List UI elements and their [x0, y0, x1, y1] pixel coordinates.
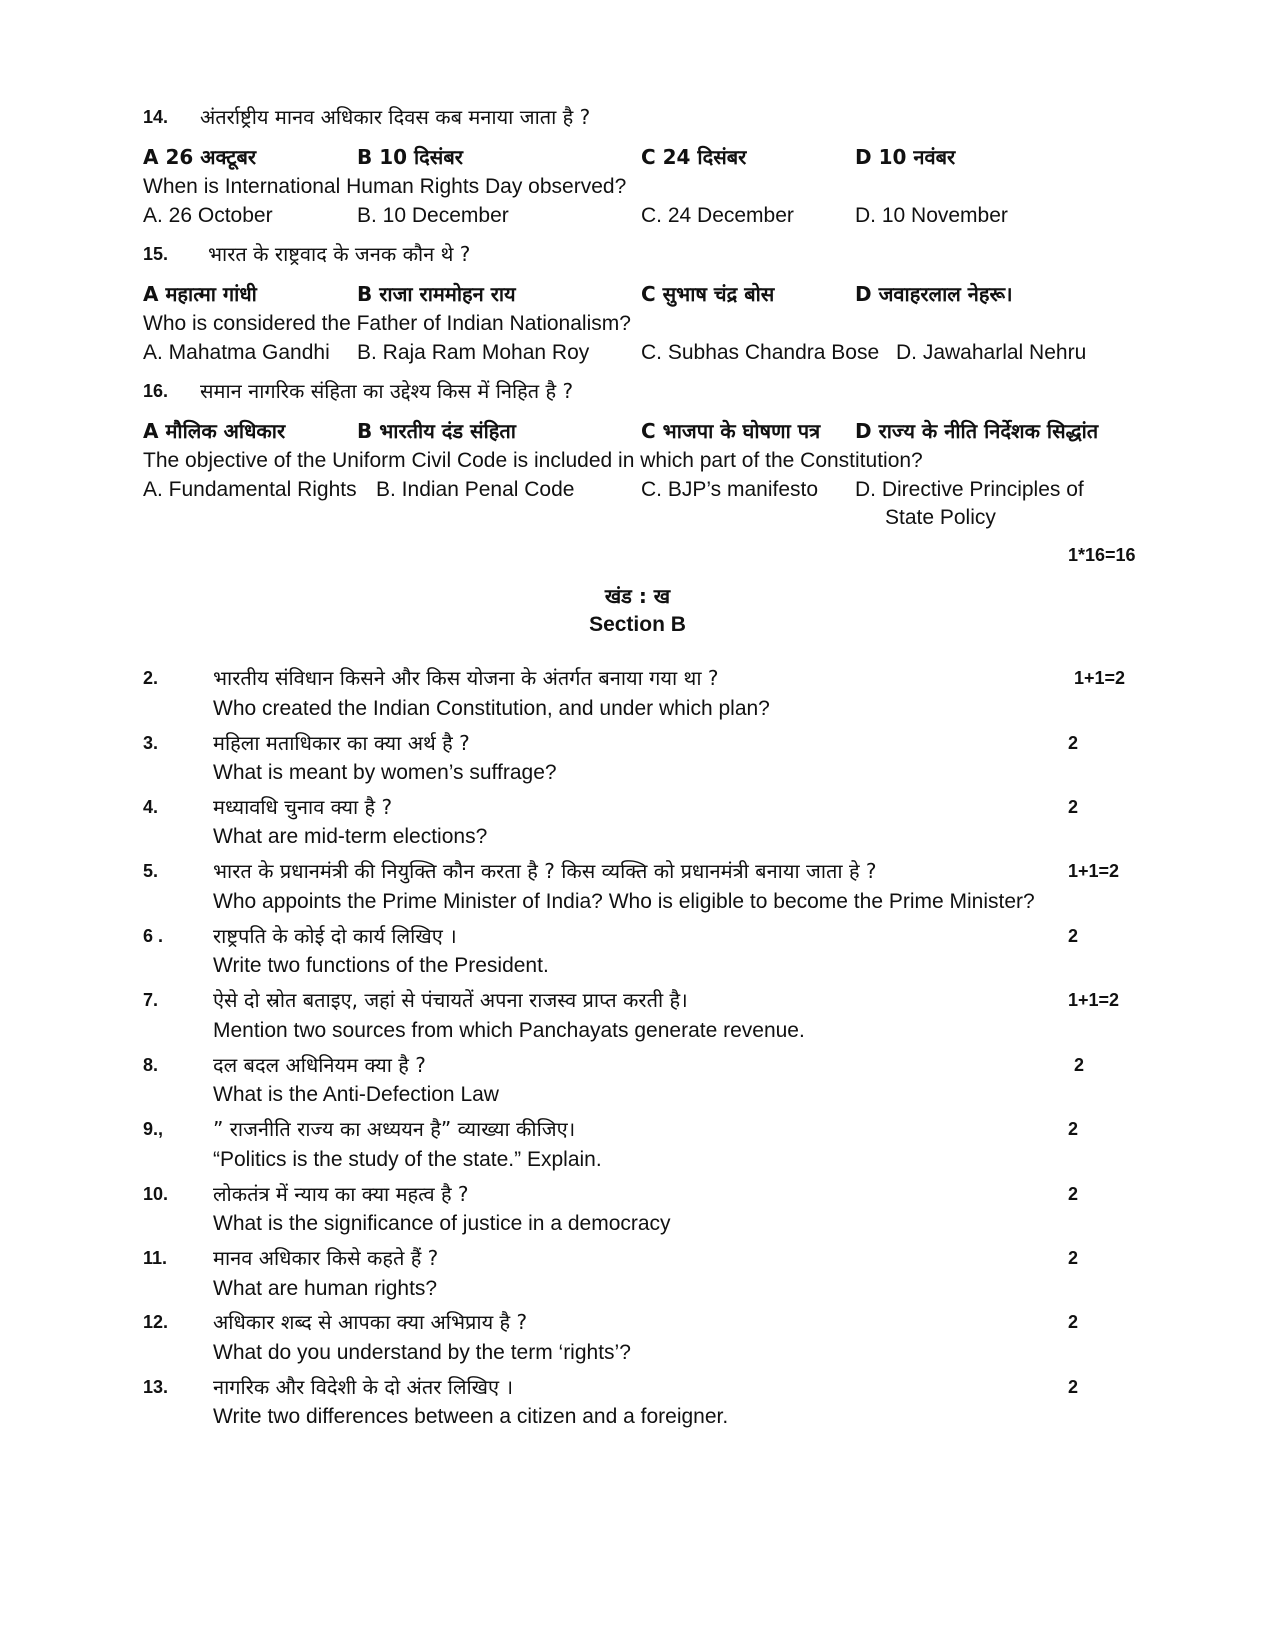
option-b-hindi: B राजा राममोहन राय [357, 282, 516, 306]
option-d-hindi: D जवाहरलाल नेहरू। [855, 282, 1013, 306]
question-text-hindi: भारतीय संविधान किसने और किस योजना के अंतर्गत बनाया गया था ? [213, 666, 719, 690]
question-marks: 2 [1068, 1119, 1079, 1139]
option-d-english: D. 10 November [855, 204, 1008, 227]
question-number: 15. [143, 244, 169, 264]
option-b-english: B. Indian Penal Code [376, 478, 575, 501]
question-text-hindi: भारत के प्रधानमंत्री की नियुक्ति कौन करता है ? किस व्यक्ति को प्रधानमंत्री बनाया जाता हे ? [213, 859, 877, 883]
option-b-hindi: B 10 दिसंबर [357, 145, 463, 169]
option-d-hindi: D राज्य के नीति निर्देशक सिद्धांत [855, 419, 1099, 443]
question-text-english: “Politics is the study of the state.” Explain. [213, 1148, 602, 1171]
question-text-hindi: राष्ट्रपति के कोई दो कार्य लिखिए । [213, 924, 457, 948]
option-c-english: C. BJP’s manifesto [641, 478, 819, 501]
question-number: 11. [143, 1248, 168, 1268]
option-d-hindi: D 10 नवंबर [855, 145, 956, 169]
option-a-english: A. Mahatma Gandhi [143, 341, 330, 364]
option-a-english: A. Fundamental Rights [143, 478, 357, 501]
question-text-hindi: अधिकार शब्द से आपका क्या अभिप्राय है ? [213, 1310, 528, 1334]
option-d-english-continued: State Policy [885, 506, 996, 529]
question-number: 3. [143, 733, 159, 753]
option-a-hindi: A 26 अक्टूबर [143, 145, 257, 169]
question-number: 5. [143, 861, 159, 881]
question-text-hindi: लोकतंत्र में न्याय का क्या महत्व है ? [213, 1182, 469, 1206]
question-text-english: What is the Anti-Defection Law [213, 1083, 499, 1106]
question-number: 14. [143, 107, 169, 127]
option-a-hindi: A महात्मा गांधी [143, 282, 257, 306]
question-number: 12. [143, 1312, 169, 1332]
question-marks: 1+1=2 [1068, 861, 1120, 881]
option-c-hindi: C भाजपा के घोषणा पत्र [641, 419, 821, 443]
question-number: 4. [143, 797, 159, 817]
question-text-hindi: दल बदल अधिनियम क्या है ? [213, 1053, 426, 1077]
option-c-english: C. 24 December [641, 204, 794, 227]
question-text-hindi: मध्यावधि चुनाव क्या है ? [213, 795, 393, 819]
option-d-english: D. Jawaharlal Nehru [896, 341, 1087, 364]
section-a-total-marks: 1*16=16 [1068, 545, 1136, 565]
question-text-english: What is meant by women’s suffrage? [213, 761, 557, 784]
option-b-hindi: B भारतीय दंड संहिता [357, 419, 516, 443]
option-b-english: B. 10 December [357, 204, 509, 227]
option-a-english: A. 26 October [143, 204, 273, 227]
question-marks: 2 [1068, 1184, 1079, 1204]
question-text-english: What are mid-term elections? [213, 825, 488, 848]
question-text-hindi: समान नागरिक संहिता का उद्देश्य किस में निहित है ? [200, 379, 574, 403]
question-text-hindi: महिला मताधिकार का क्या अर्थ है ? [213, 731, 470, 755]
option-a-hindi: A मौलिक अधिकार [143, 419, 286, 443]
question-number: 8. [143, 1055, 159, 1075]
question-marks: 1+1=2 [1068, 990, 1120, 1010]
question-marks: 2 [1074, 1055, 1085, 1075]
question-text-hindi: मानव अधिकार किसे कहते हैं ? [213, 1246, 439, 1270]
question-text-english: Write two differences between a citizen and a foreigner. [213, 1405, 729, 1428]
question-text-english: Who created the Indian Constitution, and under which plan? [213, 697, 770, 720]
question-number: 9., [143, 1119, 164, 1139]
question-marks: 2 [1068, 733, 1079, 753]
option-d-english: D. Directive Principles of [855, 478, 1084, 501]
question-text-english: What do you understand by the term ‘rights’? [213, 1341, 631, 1364]
question-marks: 2 [1068, 1248, 1079, 1268]
question-marks: 2 [1068, 1312, 1079, 1332]
question-number: 16. [143, 381, 169, 401]
question-text-english: Who appoints the Prime Minister of India? Who is eligible to become the Prime Minister? [213, 890, 1035, 913]
option-b-english: B. Raja Ram Mohan Roy [357, 341, 590, 364]
question-number: 13. [143, 1377, 169, 1397]
question-marks: 2 [1068, 1377, 1079, 1397]
question-text-english: The objective of the Uniform Civil Code is included in which part of the Constitution? [143, 449, 923, 472]
section-heading-english: Section B [589, 613, 686, 636]
question-text-hindi: ” राजनीति राज्य का अध्ययन है” व्याख्या कीजिए। [213, 1117, 576, 1141]
option-c-hindi: C 24 दिसंबर [641, 145, 747, 169]
question-text-english: Mention two sources from which Panchayats generate revenue. [213, 1019, 805, 1042]
question-number: 7. [143, 990, 159, 1010]
question-text-english: Write two functions of the President. [213, 954, 549, 977]
question-number: 2. [143, 668, 159, 688]
question-text-english: Who is considered the Father of Indian Nationalism? [143, 312, 631, 335]
question-text-hindi: नागरिक और विदेशी के दो अंतर लिखिए । [213, 1375, 514, 1399]
question-text-hindi: अंतर्राष्ट्रीय मानव अधिकार दिवस कब मनाया जाता है ? [200, 105, 591, 129]
question-text-english: When is International Human Rights Day observed? [143, 175, 627, 198]
question-number: 6 . [143, 926, 164, 946]
question-text-hindi: भारत के राष्ट्रवाद के जनक कौन थे ? [208, 242, 471, 266]
question-marks: 2 [1068, 926, 1079, 946]
option-c-english: C. Subhas Chandra Bose [641, 341, 880, 364]
question-marks: 1+1=2 [1074, 668, 1126, 688]
question-text-english: What is the significance of justice in a democracy [213, 1212, 671, 1235]
question-number: 10. [143, 1184, 169, 1204]
question-text-hindi: ऐसे दो स्रोत बताइए, जहां से पंचायतें अपना राजस्व प्राप्त करती है। [213, 988, 688, 1012]
question-marks: 2 [1068, 797, 1079, 817]
section-heading-hindi: खंड : ख [604, 584, 671, 608]
question-text-english: What are human rights? [213, 1277, 438, 1300]
option-c-hindi: C सुभाष चंद्र बोस [641, 282, 775, 306]
